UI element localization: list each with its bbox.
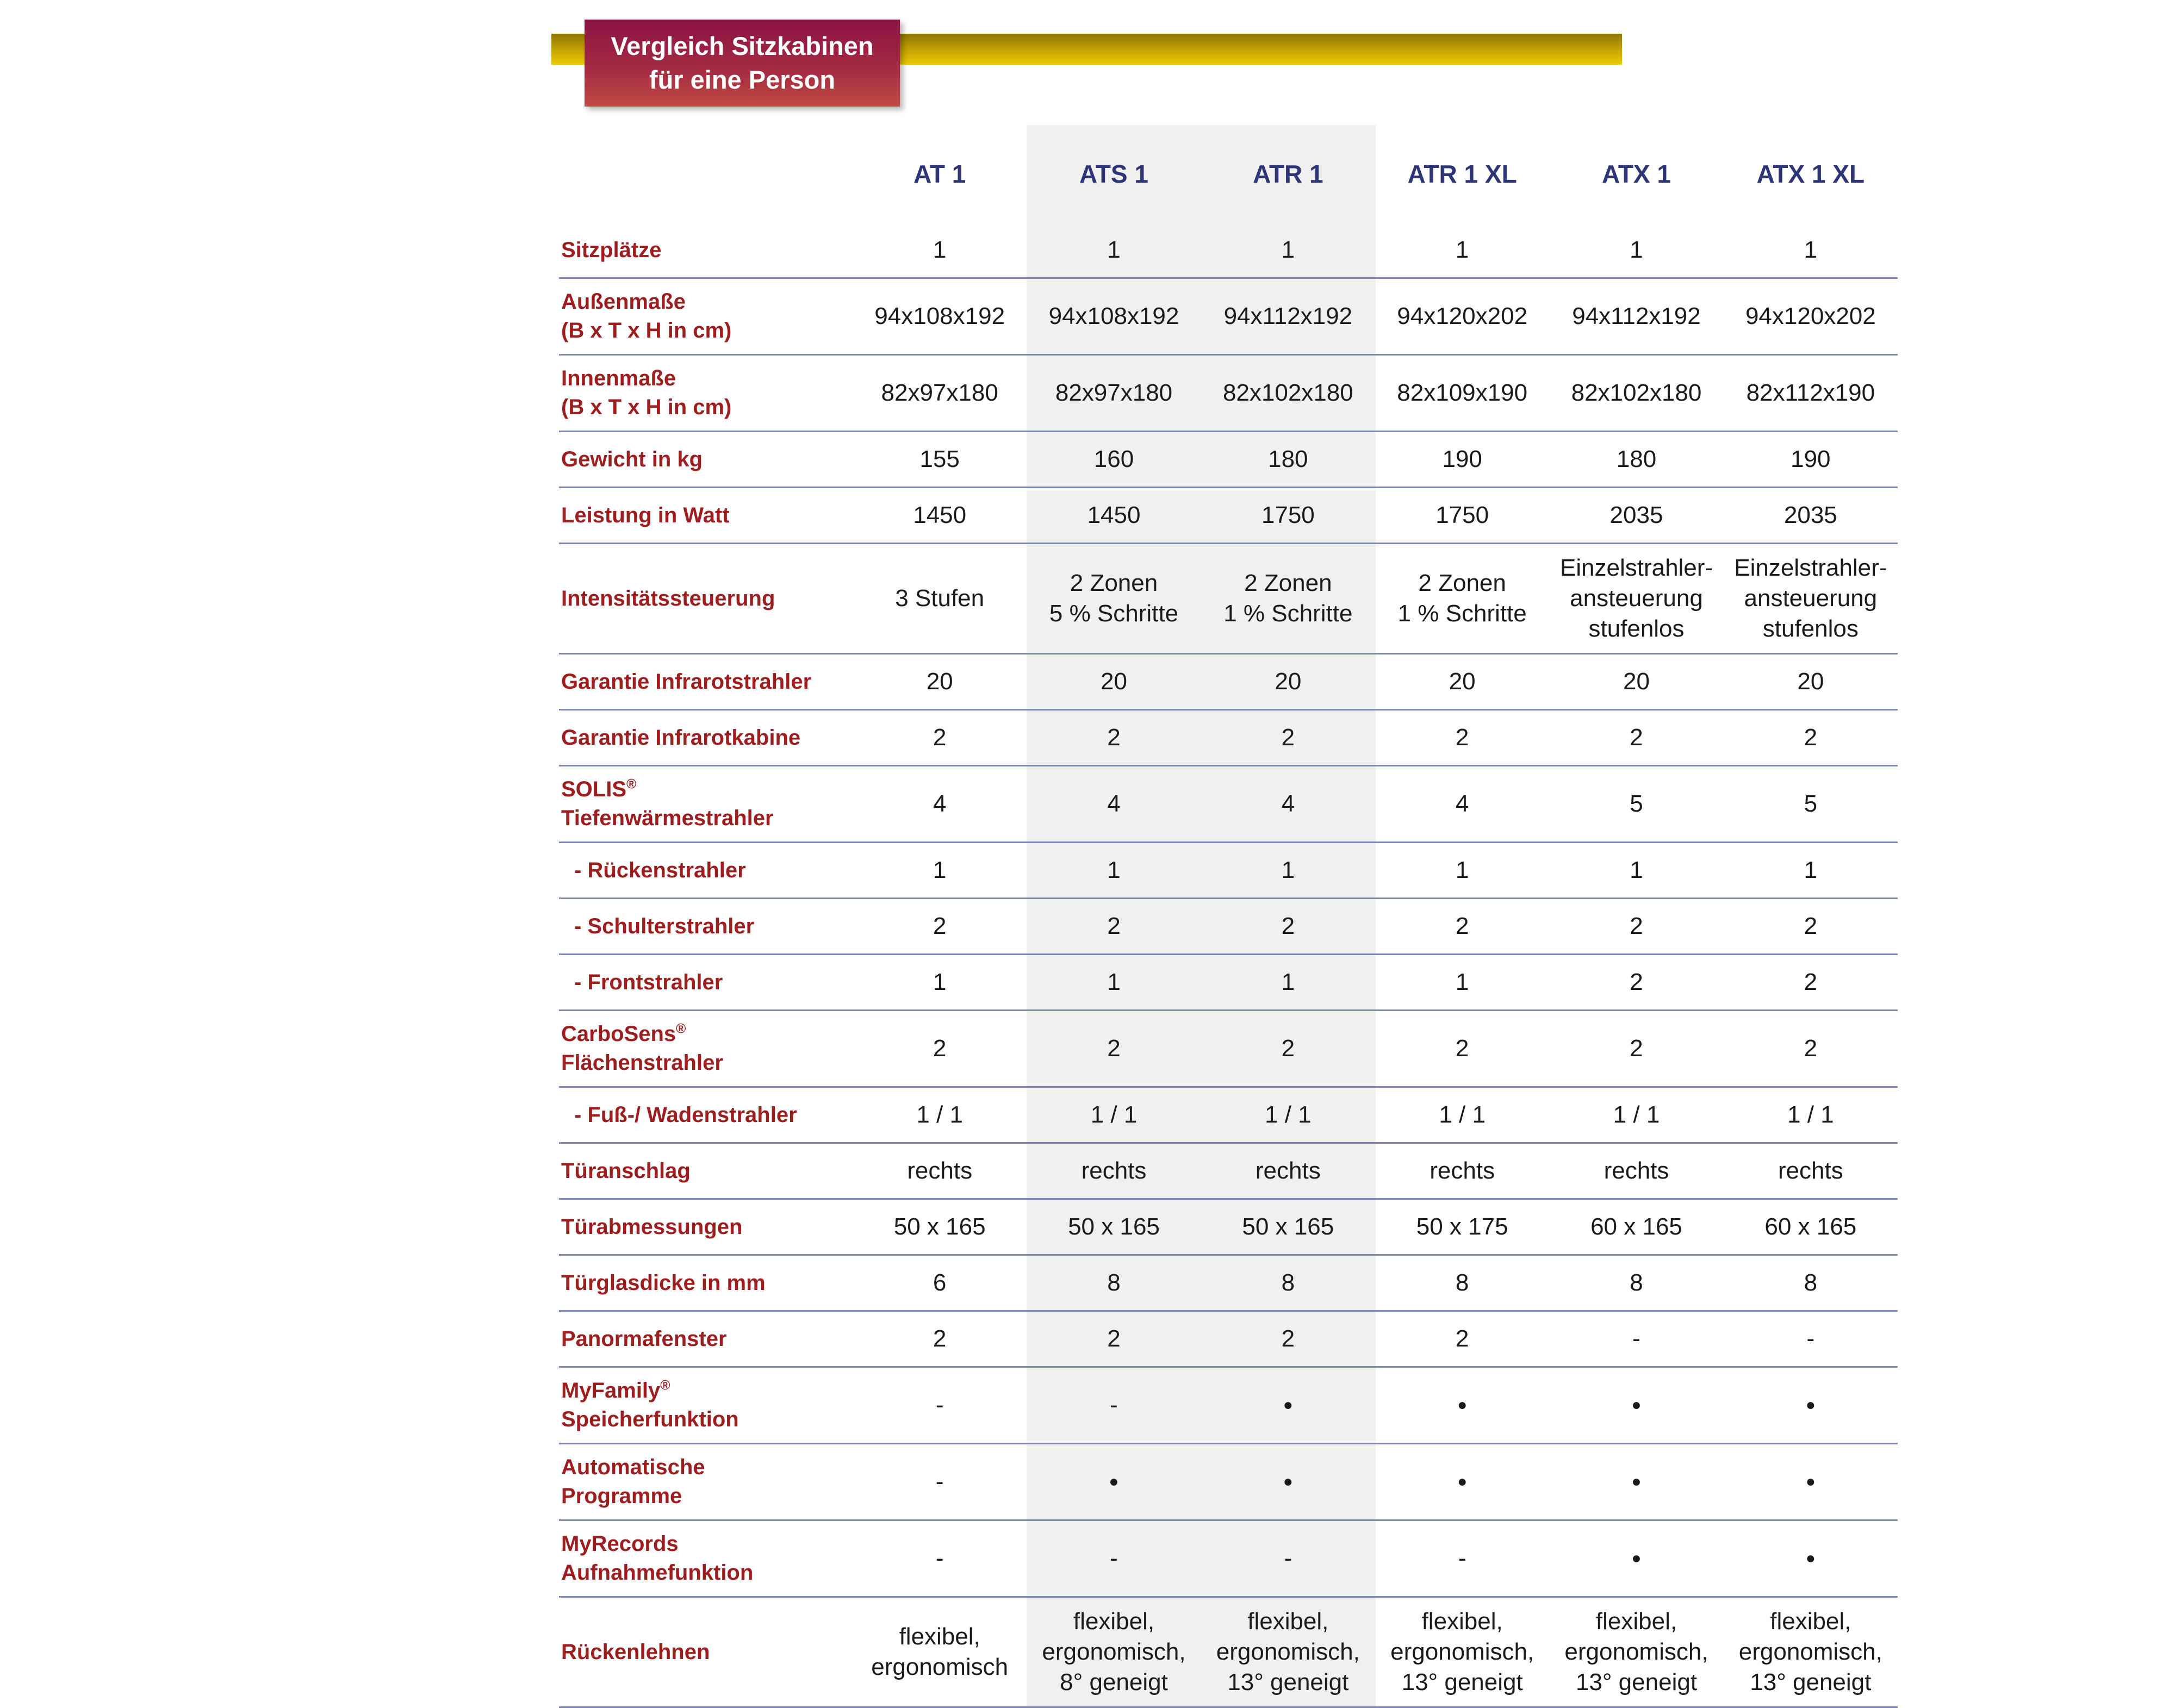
cell-atx-1-xl: Einzelstrahler- ansteuerung stufenlos	[1734, 554, 1887, 642]
cell-atx-1: 5	[1630, 790, 1643, 817]
cell-atx-1: 94x112x192	[1572, 303, 1701, 329]
comparison-table	[559, 125, 1898, 1708]
cell-atr-1-xl: ●	[1457, 1396, 1468, 1414]
cell-atx-1: ●	[1631, 1396, 1642, 1414]
cell-ats-1: 1	[1107, 969, 1121, 995]
page-title-line-2: für eine Person	[649, 65, 836, 94]
cell-at-1: 82x97x180	[881, 379, 998, 406]
cell-atx-1: ●	[1631, 1473, 1642, 1491]
row-label: Intensitätssteuerung	[561, 586, 775, 610]
cell-atr-1-xl: rechts	[1430, 1157, 1495, 1184]
table-row	[559, 488, 1898, 544]
cell-ats-1: 1450	[1087, 502, 1141, 528]
cell-atx-1: rechts	[1604, 1157, 1669, 1184]
cell-at-1: 4	[933, 790, 947, 817]
cell-at-1: flexibel, ergonomisch	[871, 1623, 1009, 1680]
table-header-row	[559, 125, 1898, 223]
cell-atr-1: ●	[1283, 1473, 1293, 1491]
table-row	[559, 1011, 1898, 1088]
cell-ats-1: rechts	[1081, 1157, 1147, 1184]
cell-atr-1-xl: ●	[1457, 1473, 1468, 1491]
cell-ats-1: 1 / 1	[1090, 1101, 1138, 1128]
cell-atx-1-xl: 1	[1804, 236, 1818, 263]
cell-atr-1-xl: 8	[1455, 1269, 1469, 1296]
cell-atr-1-xl: 2 Zonen 1 % Schritte	[1397, 570, 1527, 627]
cell-atr-1: 1	[1281, 857, 1295, 883]
cell-atx-1-xl: rechts	[1778, 1157, 1843, 1184]
table-row	[559, 1088, 1898, 1144]
cell-atr-1: 2	[1281, 1035, 1295, 1062]
cell-at-1: 1	[933, 857, 947, 883]
cell-atx-1-xl: 8	[1804, 1269, 1818, 1296]
row-label: Türanschlag	[561, 1158, 691, 1183]
cell-atx-1-xl: 2	[1804, 724, 1818, 751]
cell-at-1: 2	[933, 1035, 947, 1062]
cell-atx-1-xl: 5	[1804, 790, 1818, 817]
column-header-at-1: AT 1	[913, 160, 966, 188]
table-row	[559, 1312, 1898, 1368]
cell-atx-1-xl: -	[1806, 1325, 1815, 1352]
cell-atx-1-xl: 2035	[1783, 502, 1837, 528]
table-row	[559, 1256, 1898, 1312]
cell-ats-1: 1	[1107, 236, 1121, 263]
column-header-atx-1-xl: ATX 1 XL	[1756, 160, 1865, 188]
cell-atx-1: flexibel, ergonomisch, 13° geneigt	[1564, 1608, 1708, 1695]
cell-ats-1: 2	[1107, 1325, 1121, 1352]
cell-atr-1-xl: 20	[1449, 668, 1476, 695]
cell-ats-1: 2	[1107, 1035, 1121, 1062]
cell-atr-1: -	[1284, 1545, 1292, 1572]
cell-at-1: 2	[933, 1325, 947, 1352]
cell-at-1: rechts	[907, 1157, 973, 1184]
cell-atx-1-xl: ●	[1805, 1396, 1816, 1414]
cell-atr-1-xl: 190	[1442, 446, 1482, 472]
row-label: CarboSens® Flächenstrahler	[561, 1021, 723, 1075]
table-row	[559, 544, 1898, 654]
cell-at-1: 1450	[913, 502, 967, 528]
cell-atr-1-xl: 1 / 1	[1439, 1101, 1486, 1128]
cell-ats-1: 2 Zonen 5 % Schritte	[1049, 570, 1179, 627]
cell-ats-1: 4	[1107, 790, 1121, 817]
cell-atr-1: 1	[1281, 236, 1295, 263]
row-label: SOLIS® Tiefenwärmestrahler	[561, 777, 774, 830]
row-label: Innenmaße (B x T x H in cm)	[561, 366, 732, 419]
cell-atx-1: Einzelstrahler- ansteuerung stufenlos	[1559, 554, 1713, 642]
cell-ats-1: 20	[1101, 668, 1127, 695]
table-row	[559, 279, 1898, 356]
cell-atr-1: 2	[1281, 724, 1295, 751]
row-label: MyFamily® Speicherfunktion	[561, 1378, 739, 1431]
cell-atx-1-xl: 1 / 1	[1787, 1101, 1834, 1128]
table-row	[559, 1598, 1898, 1708]
cell-atx-1-xl: ●	[1805, 1549, 1816, 1567]
cell-at-1: 3 Stufen	[895, 585, 985, 612]
row-label: Sitzplätze	[561, 238, 662, 262]
cell-atx-1: 82x102x180	[1571, 379, 1702, 406]
column-header-ats-1: ATS 1	[1079, 160, 1148, 188]
cell-ats-1: 94x108x192	[1048, 303, 1179, 329]
cell-atx-1: 2035	[1609, 502, 1663, 528]
cell-at-1: -	[935, 1545, 944, 1572]
table-row	[559, 223, 1898, 279]
row-label: - Frontstrahler	[574, 970, 723, 994]
row-label: Automatische Programme	[561, 1455, 705, 1508]
page-title-line-1: Vergleich Sitzkabinen	[611, 32, 874, 60]
cell-atx-1: 180	[1616, 446, 1657, 472]
table-row	[559, 1144, 1898, 1200]
cell-atx-1: 2	[1630, 913, 1643, 939]
table-row	[559, 766, 1898, 843]
cell-atx-1: 2	[1630, 969, 1643, 995]
column-header-atx-1: ATX 1	[1602, 160, 1671, 188]
cell-atr-1: 1 / 1	[1265, 1101, 1312, 1128]
cell-atr-1: 94x112x192	[1223, 303, 1353, 329]
cell-atx-1: 1	[1630, 857, 1643, 883]
cell-atx-1-xl: 94x120x202	[1745, 303, 1876, 329]
cell-atx-1: ●	[1631, 1549, 1642, 1567]
cell-ats-1: 2	[1107, 724, 1121, 751]
cell-ats-1: 50 x 165	[1068, 1213, 1160, 1240]
cell-atr-1: 180	[1268, 446, 1308, 472]
cell-atr-1-xl: 82x109x190	[1397, 379, 1528, 406]
cell-atx-1: -	[1632, 1325, 1640, 1352]
cell-atr-1-xl: 4	[1455, 790, 1469, 817]
cell-atr-1: 1	[1281, 969, 1295, 995]
cell-atx-1: 2	[1630, 1035, 1643, 1062]
row-label: MyRecords Aufnahmefunktion	[561, 1532, 754, 1585]
cell-atr-1: flexibel, ergonomisch, 13° geneigt	[1216, 1608, 1360, 1695]
cell-atx-1-xl: 2	[1804, 913, 1818, 939]
cell-atx-1-xl: 2	[1804, 969, 1818, 995]
cell-atr-1-xl: 50 x 175	[1416, 1213, 1508, 1240]
cell-at-1: 155	[919, 446, 960, 472]
table-row	[559, 1368, 1898, 1444]
row-label: Panormafenster	[561, 1326, 727, 1351]
cell-at-1: 1	[933, 236, 947, 263]
cell-atr-1: 2	[1281, 913, 1295, 939]
table-body	[559, 223, 1898, 1708]
table-row	[559, 843, 1898, 899]
row-label: - Fuß-/ Wadenstrahler	[574, 1102, 797, 1127]
cell-atr-1: 4	[1281, 790, 1295, 817]
cell-at-1: 1	[933, 969, 947, 995]
cell-ats-1: 1	[1107, 857, 1121, 883]
row-label: Leistung in Watt	[561, 503, 730, 527]
cell-ats-1: 82x97x180	[1055, 379, 1173, 406]
cell-atr-1: 50 x 165	[1242, 1213, 1334, 1240]
column-header-atr-1: ATR 1	[1253, 160, 1323, 188]
cell-atr-1-xl: flexibel, ergonomisch, 13° geneigt	[1390, 1608, 1534, 1695]
cell-at-1: -	[935, 1468, 944, 1495]
corner-cell	[559, 125, 853, 223]
table-row	[559, 432, 1898, 488]
cell-atx-1: 60 x 165	[1590, 1213, 1682, 1240]
table-row	[559, 899, 1898, 955]
cell-atx-1-xl: ●	[1805, 1473, 1816, 1491]
cell-at-1: -	[935, 1392, 944, 1418]
cell-atr-1-xl: 2	[1455, 913, 1469, 939]
cell-atr-1: 82x102x180	[1222, 379, 1353, 406]
cell-atr-1-xl: 2	[1455, 1325, 1469, 1352]
cell-atr-1-xl: -	[1458, 1545, 1466, 1572]
cell-at-1: 94x108x192	[874, 303, 1005, 329]
cell-atx-1-xl: 1	[1804, 857, 1818, 883]
cell-atx-1: 2	[1630, 724, 1643, 751]
cell-ats-1: -	[1110, 1545, 1118, 1572]
column-header-atr-1-xl: ATR 1 XL	[1407, 160, 1517, 188]
cell-atr-1: 20	[1275, 668, 1302, 695]
row-label: Garantie Infrarotstrahler	[561, 669, 812, 694]
table-row	[559, 1444, 1898, 1521]
cell-at-1: 2	[933, 913, 947, 939]
cell-at-1: 20	[926, 668, 953, 695]
cell-atx-1: 8	[1630, 1269, 1643, 1296]
row-label: Rückenlehnen	[561, 1640, 710, 1664]
row-label: Garantie Infrarotkabine	[561, 725, 801, 750]
cell-atx-1-xl: 60 x 165	[1764, 1213, 1857, 1240]
row-label: Gewicht in kg	[561, 447, 703, 471]
cell-ats-1: 160	[1093, 446, 1134, 472]
cell-atr-1-xl: 1	[1455, 969, 1469, 995]
cell-atr-1-xl: 1	[1455, 857, 1469, 883]
table-row	[559, 1200, 1898, 1256]
cell-atr-1: 8	[1281, 1269, 1295, 1296]
cell-atr-1: ●	[1283, 1396, 1293, 1414]
cell-atr-1-xl: 1	[1455, 236, 1469, 263]
cell-ats-1: 8	[1107, 1269, 1121, 1296]
cell-atx-1-xl: 190	[1791, 446, 1831, 472]
row-label: Außenmaße (B x T x H in cm)	[561, 290, 732, 342]
cell-atr-1-xl: 1750	[1435, 502, 1489, 528]
table-row	[559, 356, 1898, 432]
cell-atx-1-xl: 2	[1804, 1035, 1818, 1062]
cell-at-1: 2	[933, 724, 947, 751]
cell-atx-1-xl: flexibel, ergonomisch, 13° geneigt	[1738, 1608, 1882, 1695]
cell-atr-1: 2	[1281, 1325, 1295, 1352]
cell-atr-1-xl: 94x120x202	[1397, 303, 1528, 329]
row-label: Türglasdicke in mm	[561, 1270, 766, 1295]
cell-atr-1-xl: 2	[1455, 1035, 1469, 1062]
cell-ats-1: 2	[1107, 913, 1121, 939]
table-row	[559, 654, 1898, 710]
cell-atx-1: 1	[1630, 236, 1643, 263]
cell-atx-1-xl: 82x112x190	[1746, 379, 1875, 406]
cell-ats-1: -	[1110, 1392, 1118, 1418]
cell-atx-1: 1 / 1	[1613, 1101, 1660, 1128]
cell-atr-1: 1750	[1261, 502, 1315, 528]
cell-at-1: 1 / 1	[916, 1101, 963, 1128]
row-label: - Rückenstrahler	[574, 858, 746, 882]
cell-atx-1-xl: 20	[1797, 668, 1824, 695]
cell-ats-1: flexibel, ergonomisch, 8° geneigt	[1042, 1608, 1186, 1695]
table-row	[559, 710, 1898, 766]
cell-at-1: 50 x 165	[893, 1213, 986, 1240]
row-label: - Schulterstrahler	[574, 914, 755, 938]
cell-ats-1: ●	[1109, 1473, 1119, 1491]
cell-atr-1: 2 Zonen 1 % Schritte	[1223, 570, 1353, 627]
table-row	[559, 1521, 1898, 1598]
cell-atr-1: rechts	[1255, 1157, 1321, 1184]
cell-atx-1: 20	[1623, 668, 1650, 695]
cell-atr-1-xl: 2	[1455, 724, 1469, 751]
cell-at-1: 6	[933, 1269, 947, 1296]
table-row	[559, 955, 1898, 1011]
row-label: Türabmessungen	[561, 1214, 743, 1239]
title-badge	[585, 20, 900, 107]
